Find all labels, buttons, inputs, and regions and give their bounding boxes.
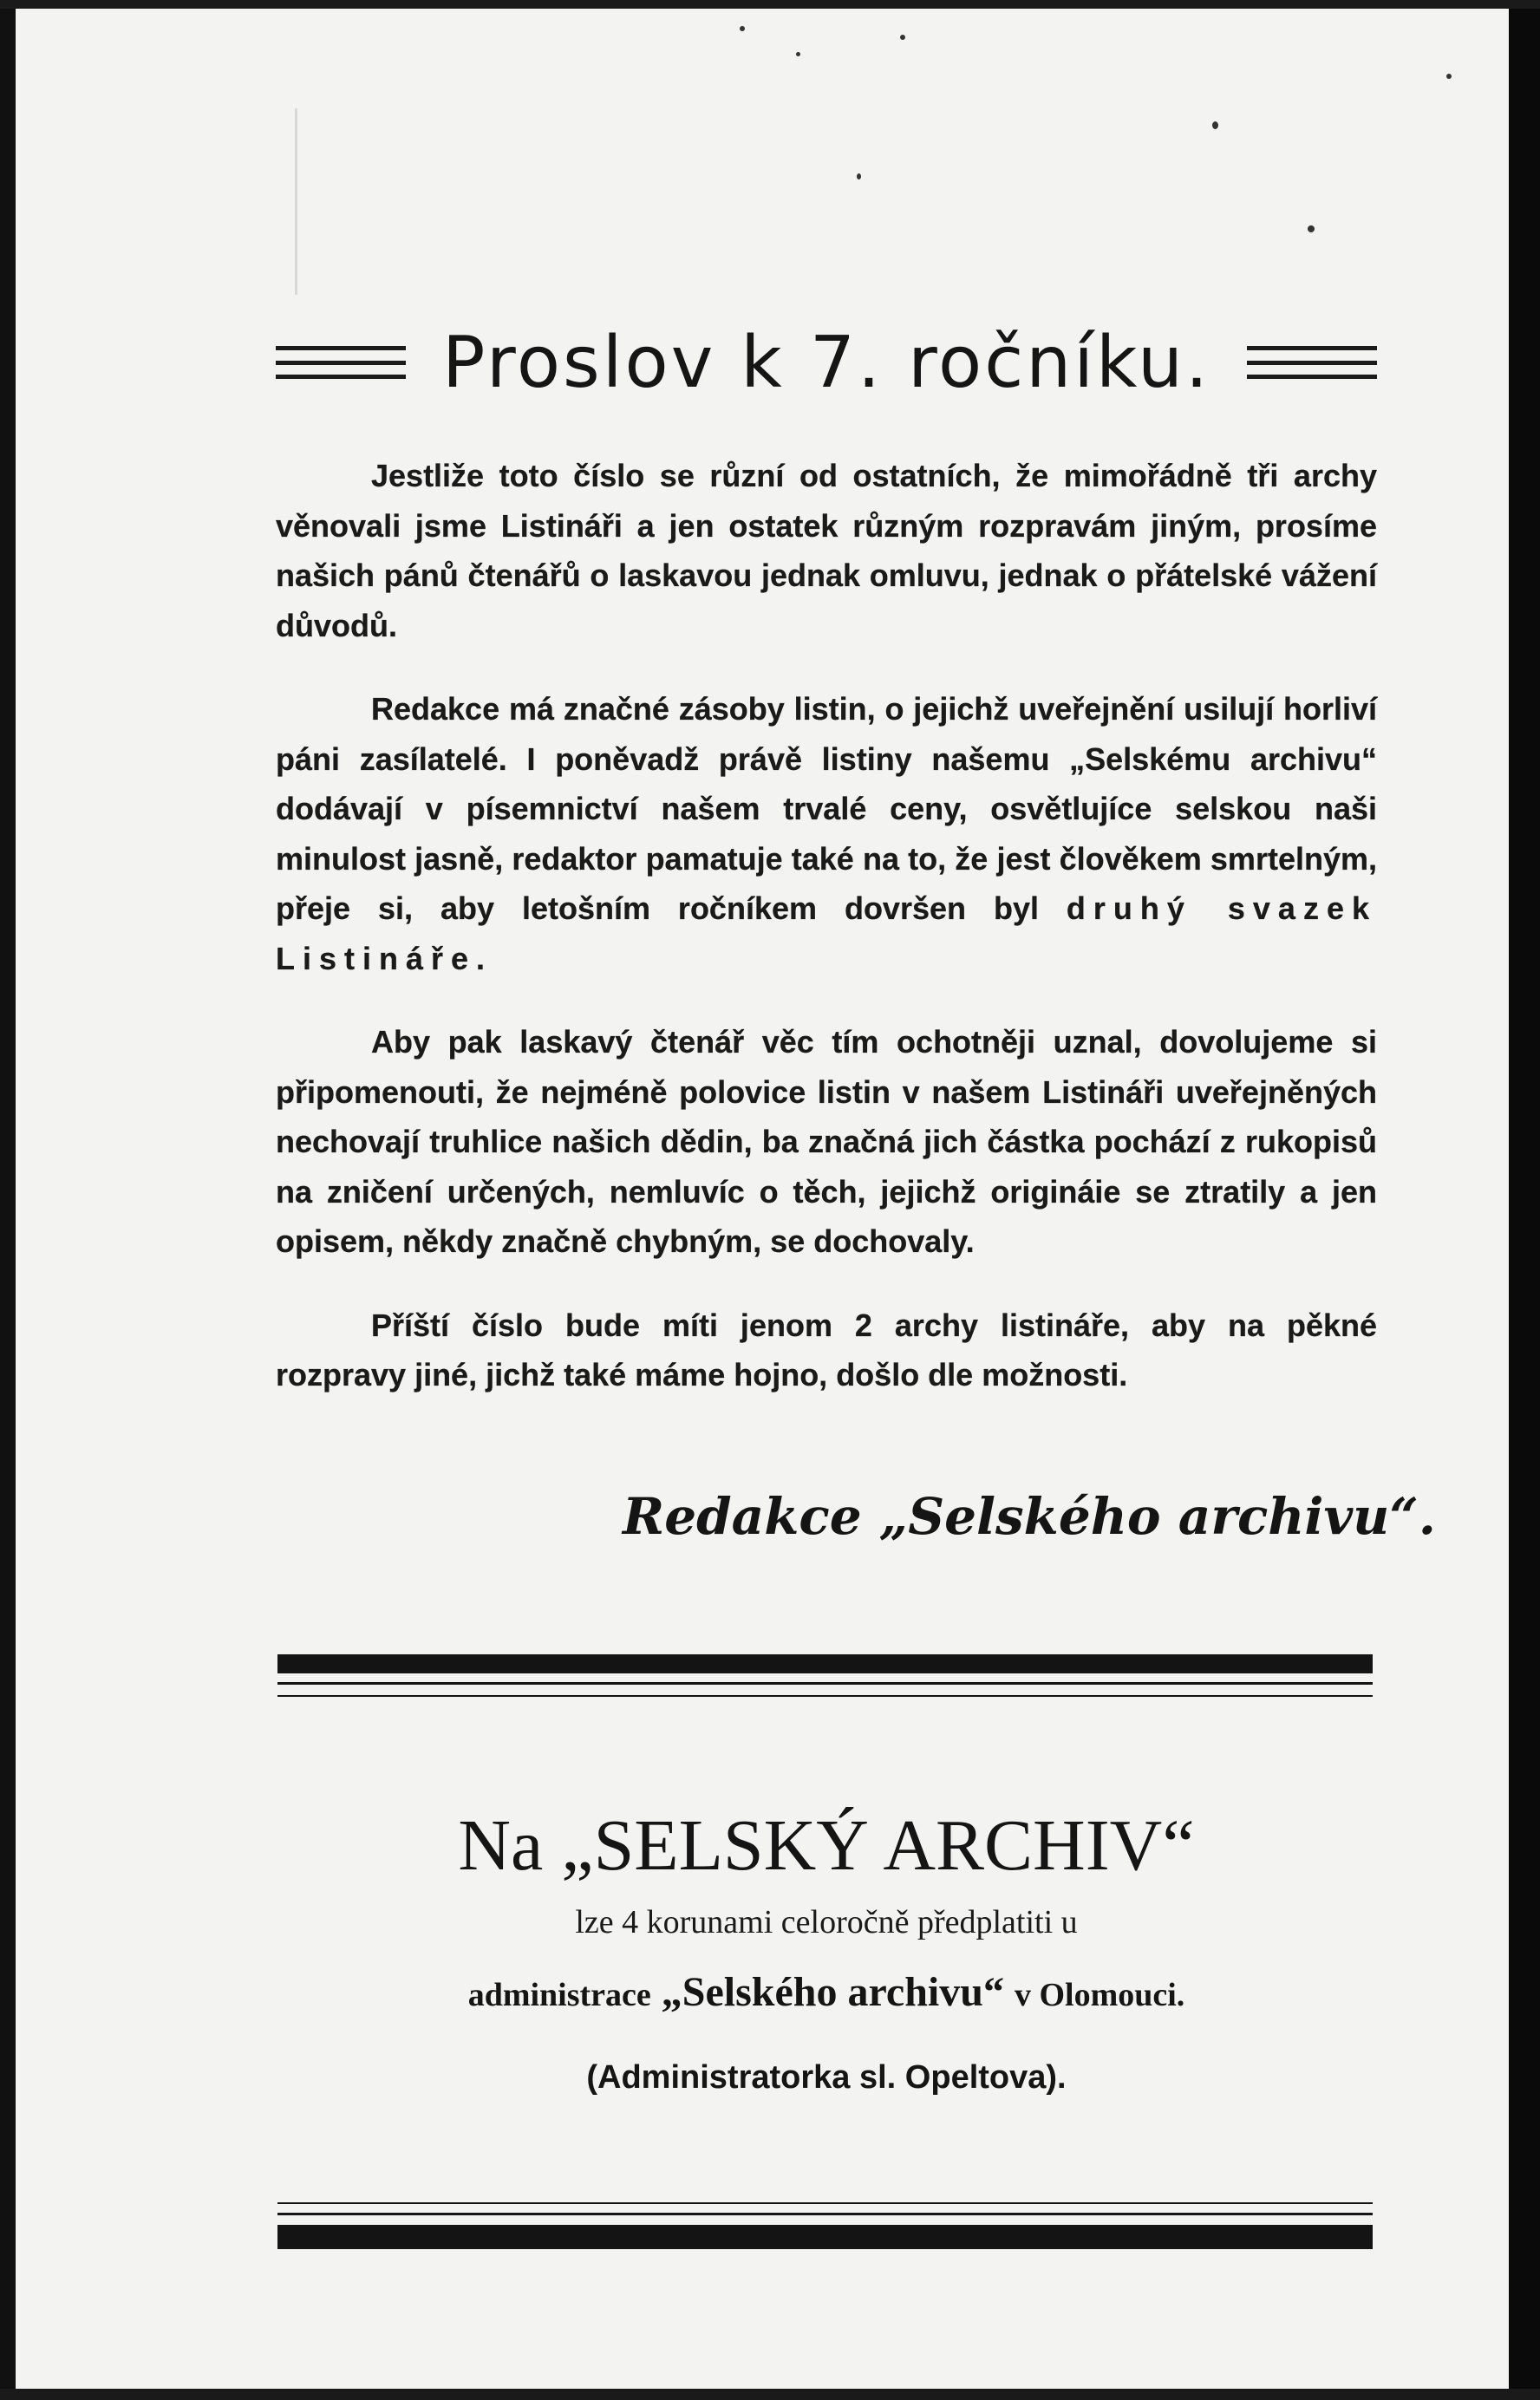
ink-speck [857,173,861,179]
ad-administration-prefix: administrace [467,1977,651,2013]
ad-administrator-line: (Administratorka sl. Opeltova). [586,2059,1067,2096]
heading-rule-right [1247,346,1377,379]
heading-row [276,319,1377,406]
paragraph-1: Jestliže toto číslo se různí od ostatních, že mimořádně tři archy věnovali jsme Listináři a jen ostatek různým rozpravám jiným, prosíme našich pánů čtenářů o laskavou jednak omluvu, jednak o přátelské vážení důvodů. [276,458,1377,643]
paragraph-2-text: Redakce má značné zásoby listin, o jejichž uveřejnění usilují horliví páni zasílatelé. I poněvadž právě listiny našemu „Selskému archivu“ dodávají v písemnictví našem trvalé ceny, osvětlujíce selskou naši minulost jasně, redaktor pamatuje také na to, že jest člověkem smrtelným, přeje si, aby letošním ročníkem dovršen byl [276,691,1377,926]
ink-speck [796,52,800,56]
ad-journal-name: „Selského archivu“ [661,1969,1004,2015]
page-title: Proslov k 7. ročníku. [441,321,1211,404]
ink-speck [740,26,745,31]
paper-crease [295,108,297,295]
ink-speck [900,35,905,40]
paragraph-2 [276,684,1377,983]
separator-thick-bottom [277,2225,1373,2249]
ad-administration-suffix: v Olomouci. [1014,1977,1185,2013]
separator-hairline-bottom [277,2202,1373,2204]
ad-title: Na „SELSKÝ ARCHIV“ [458,1805,1195,1886]
scan-edge-right [1509,0,1540,2400]
ink-speck [1446,74,1452,79]
scanned-page [16,0,1509,2400]
article-body [276,451,1377,1434]
separator-thin-bottom [277,2213,1373,2215]
scan-edge-bottom [0,2389,1540,2400]
heading-rule-left [276,346,406,379]
separator-hairline-top [277,1695,1373,1697]
ink-speck [1308,225,1315,232]
paragraph-2-spaced: druhý svazek Listináře. [276,890,1377,976]
separator-thin-top [277,1682,1373,1685]
paragraph-4: Příští číslo bude míti jenom 2 archy listináře, aby na pěkné rozpravy jiné, jichž také máme hojno, došlo dle možnosti. [276,1307,1377,1392]
ad-subscription-line: lze 4 korunami celoročně předplatiti u [575,1904,1078,1940]
ink-speck [1212,121,1218,129]
scan-edge-top [0,0,1540,9]
scan-edge-left [0,0,16,2400]
paragraph-3: Aby pak laskavý čtenář věc tím ochotněji uznal, dovolujeme si připomenouti, že nejméně polovice listin v našem Listináři uveřejněných nechovají truhlice našich dědin, ba značná jich částka pochází z rukopisů na zničení určených, nemluvíc o těch, jejichž origináie se ztratily a jen opisem, někdy značně chybným, se dochovaly. [276,1024,1377,1259]
separator-thick-top [277,1654,1373,1673]
ad-administration-line [276,1968,1377,2016]
signature: Redakce „Selského archivu“. [623,1487,1436,1546]
